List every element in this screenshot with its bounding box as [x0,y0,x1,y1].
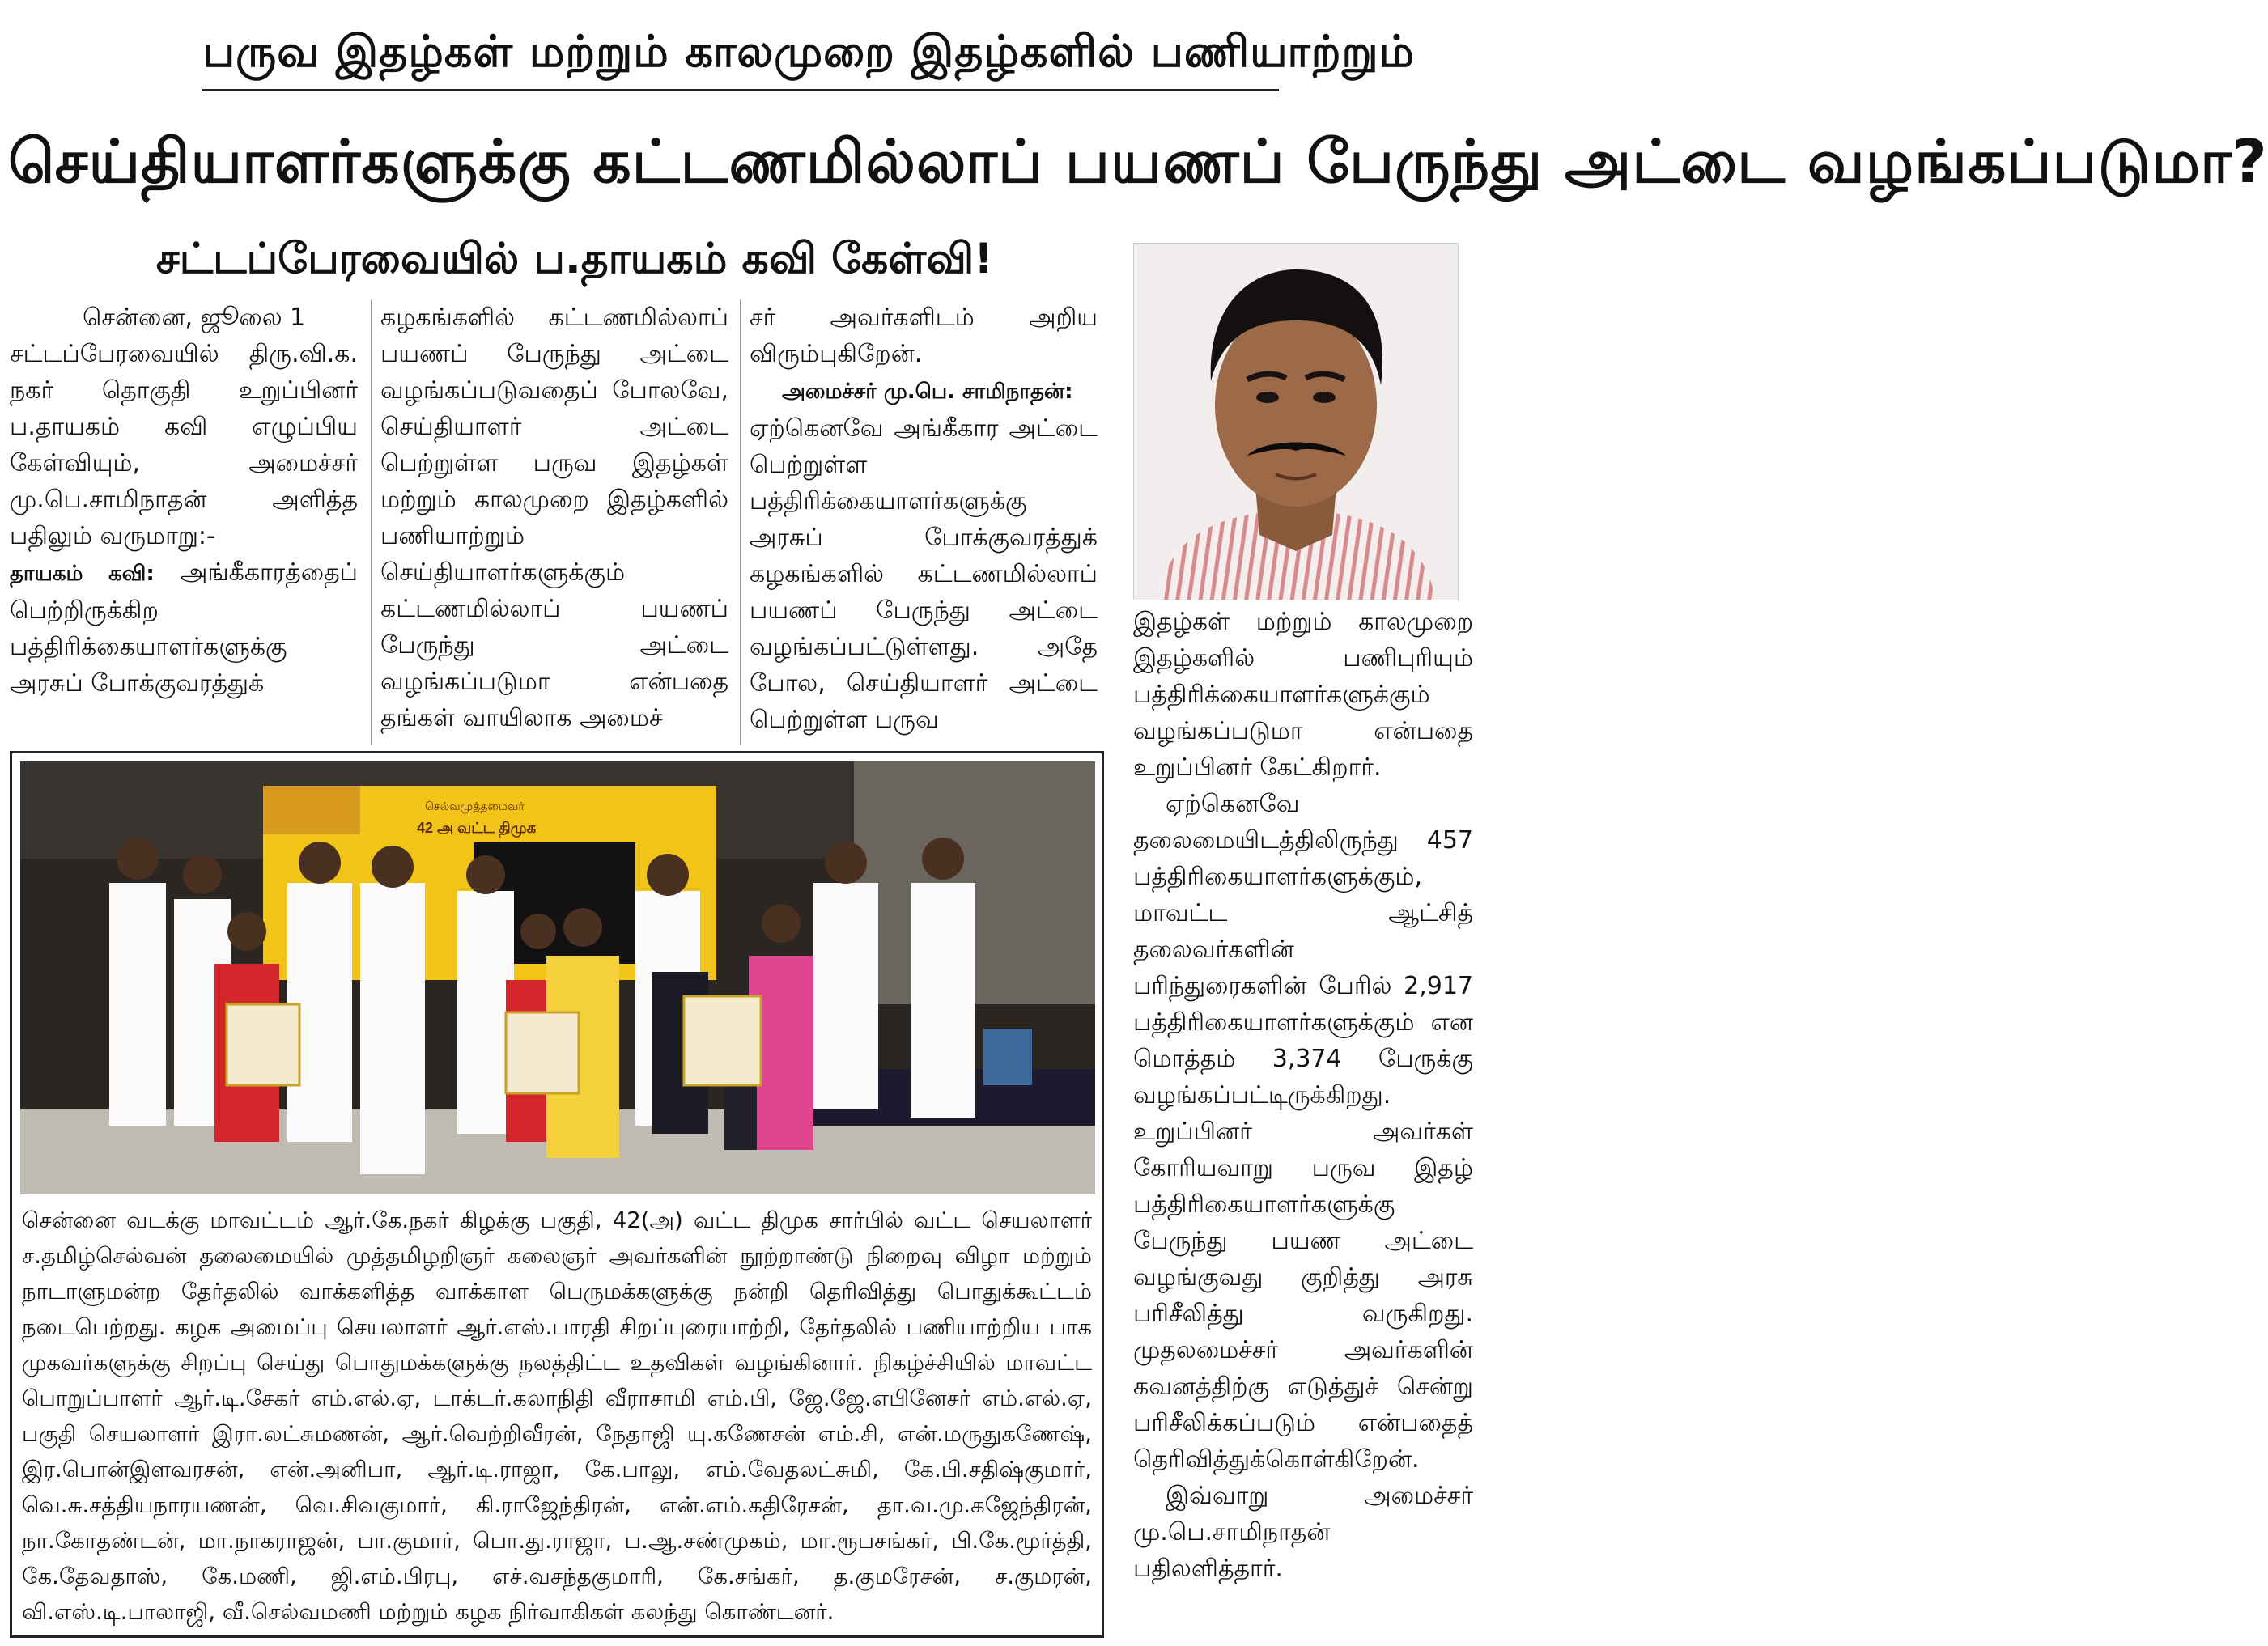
banner-small-text: செல்வமுத்தமைவர் [425,800,525,812]
intro-paragraph: சட்டப்பேரவையில் திரு.வி.க. நகர் தொகுதி உறுப்பினர் ப.தாயகம் கவி எழுப்பிய கேள்வியும், அமைச்சர் மு.பெ.சாமிநாதன் அளித்த பதிலும் வருமாறு:- [10,340,358,550]
event-photo-caption [22,1203,1092,1630]
question-text-part-2: கழகங்களில் கட்டணமில்லாப் பயணப் பேருந்து அட்டை வழங்கப்படுவதைப் போலவே, செய்தியாளர் அட்டை பெற்றுள்ள பருவ இதழ்கள் மற்றும் காலமுறை இதழ்களில் பணியாற்றும் செய்தியாளர்களுக்கும் கட்டணமில்லாப் பயணப் பேருந்து அட்டை வழங்கப்படுமா என்பதை தங்கள் வாயிலாக அமைச் [380,303,728,732]
event-photo [20,761,1095,1194]
question-text-part-1: அங்கீகாரத்தைப் பெற்றிருக்கிற பத்திரிக்கையாளர்களுக்கு அரசுப் போக்குவரத்துக் [10,558,358,698]
column-divider [371,299,372,745]
sidebar-paragraph-1: இதழ்கள் மற்றும் காலமுறை இதழ்களில் பணிபுரியும் பத்திரிக்கையாளர்களுக்கும் வழங்கப்படுமா என்பதை உறுப்பினர் கேட்கிறார். [1133,608,1473,782]
article-subhead: சட்டப்பேரவையில் ப.தாயகம் கவி கேள்வி! [155,235,994,283]
question-speaker: தாயகம் கவி: [10,562,155,586]
question-paragraph [10,554,358,702]
question-text-part-3: சர் அவர்களிடம் அறிய விரும்புகிறேன். [750,303,1098,368]
answer-text-part-1: ஏற்கெனவே அங்கீகார அட்டை பெற்றுள்ள பத்திரிக்கையாளர்களுக்கு அரசுப் போக்குவரத்துக் கழகங்களில் கட்டணமில்லாப் பயணப் பேருந்து அட்டை வழங்கப்பட்டுள்ளது. அதே போல, செய்தியாளர் அட்டை பெற்றுள்ள பருவ [750,414,1098,734]
article-column-3 [750,299,1098,745]
portrait-illustration [1134,244,1458,600]
sidebar-paragraph-3: இவ்வாறு அமைச்சர் மு.பெ.சாமிநாதன் பதிலளித்தார். [1133,1482,1473,1583]
answer-speaker: அமைச்சர் மு.பெ. சாமிநாதன்: [782,380,1073,404]
sidebar-paragraph-2: ஏற்கெனவே தலைமையிடத்திலிருந்து 457 பத்திரிகையாளர்களுக்கும், மாவட்ட ஆட்சித் தலைவர்களின் பரிந்துரைகளின் பேரில் 2,917 பத்திரிகையாளர்களுக்கும் என மொத்தம் 3,374 பேருக்கு வழங்கப்பட்டிருக்கிறது. உறுப்பினர் அவர்கள் கோரியவாறு பருவ இதழ் பத்திரிகையாளர்களுக்கு பேருந்து பயண அட்டை வழங்குவது குறித்து அரசு பரிசீலித்து வருகிறது. முதலமைச்சர் அவர்களின் கவனத்திற்கு எடுத்துச் சென்று பரிசீலிக்கப்படும் என்பதைத் தெரிவித்துக்கொள்கிறேன். [1133,790,1473,1474]
caption-text: சென்னை வடக்கு மாவட்டம் ஆர்.கே.நகர் கிழக்கு பகுதி, 42(அ) வட்ட திமுக சார்பில் வட்ட செயலாளர் ச.தமிழ்செல்வன் தலைமையில் முத்தமிழறிஞர் கலைஞர் அவர்களின் நூற்றாண்டு நிறைவு விழா மற்றும் நாடாளுமன்ற தேர்தலில் வாக்களித்த வாக்காள பெருமக்களுக்கு நன்றி தெரிவித்து பொதுக்கூட்டம் நடைபெற்றது. கழக அமைப்பு செயலாளர் ஆர்.எஸ்.பாரதி சிறப்புரையாற்றி, தேர்தலில் பணியாற்றிய பாக முகவர்களுக்கு சிறப்பு செய்து பொதுமக்களுக்கு நலத்திட்ட உதவிகள் வழங்கினார். நிகழ்ச்சியில் மாவட்ட பொறுப்பாளர் ஆர்.டி.சேகர் எம்.எல்.ஏ, டாக்டர்.கலாநிதி வீராசாமி எம்.பி, ஜே.ஜே.எபினேசர் எம்.எல்.ஏ, பகுதி செயலாளர் இரா.லட்சுமணன், ஆர்.வெற்றிவீரன், நேதாஜி யு.கணேசன் எம்.சி, என்.மருதுகணேஷ், இர.பொன்இளவரசன், என்.அனிபா, ஆர்.டி.ராஜா, கே.பாலு, எம்.வேதலட்சுமி, கே.பி.சதிஷ்குமார், வெ.சு.சத்தியநாரயணன், வெ.சிவகுமார், கி.ராஜேந்திரன், என்.எம்.கதிரேசன், தா.வ.மு.கஜேந்திரன், நா.கோதண்டன், மா.நாகராஜன், பா.குமார், பொ.து.ராஜா, ப.ஆ.சண்முகம், மா.ரூபசங்கர், பி.கே.மூர்த்தி, கே.தேவதாஸ், கே.மணி, ஜி.எம்.பிரபு, எச்.வசந்தகுமாரி, கே.சங்கர், த.குமரேசன், ச.குமரன், வி.எஸ்.டி.பாலாஜி, வீ.செல்வமணி மற்றும் கழக நிர்வாகிகள் கலந்து கொண்டனர். [22,1207,1092,1625]
dateline: சென்னை, ஜூலை 1 [83,303,306,332]
article-column-2 [380,299,728,745]
banner-ward-text: 42 அ வட்ட திமுக [417,820,537,836]
column-divider [740,299,741,745]
event-photo-illustration [20,761,1095,1194]
article-headline: செய்தியாளர்களுக்கு கட்டணமில்லாப் பயணப் பேருந்து அட்டை வழங்கப்படுமா? [8,127,2268,197]
article-sidebar-column [1133,604,1473,1638]
mla-portrait-photo [1133,243,1459,600]
article-kicker: பருவ இதழ்கள் மற்றும் காலமுறை இதழ்களில் பணியாற்றும் [202,15,1279,91]
event-feature-box [10,751,1104,1638]
article-column-1 [10,299,358,745]
